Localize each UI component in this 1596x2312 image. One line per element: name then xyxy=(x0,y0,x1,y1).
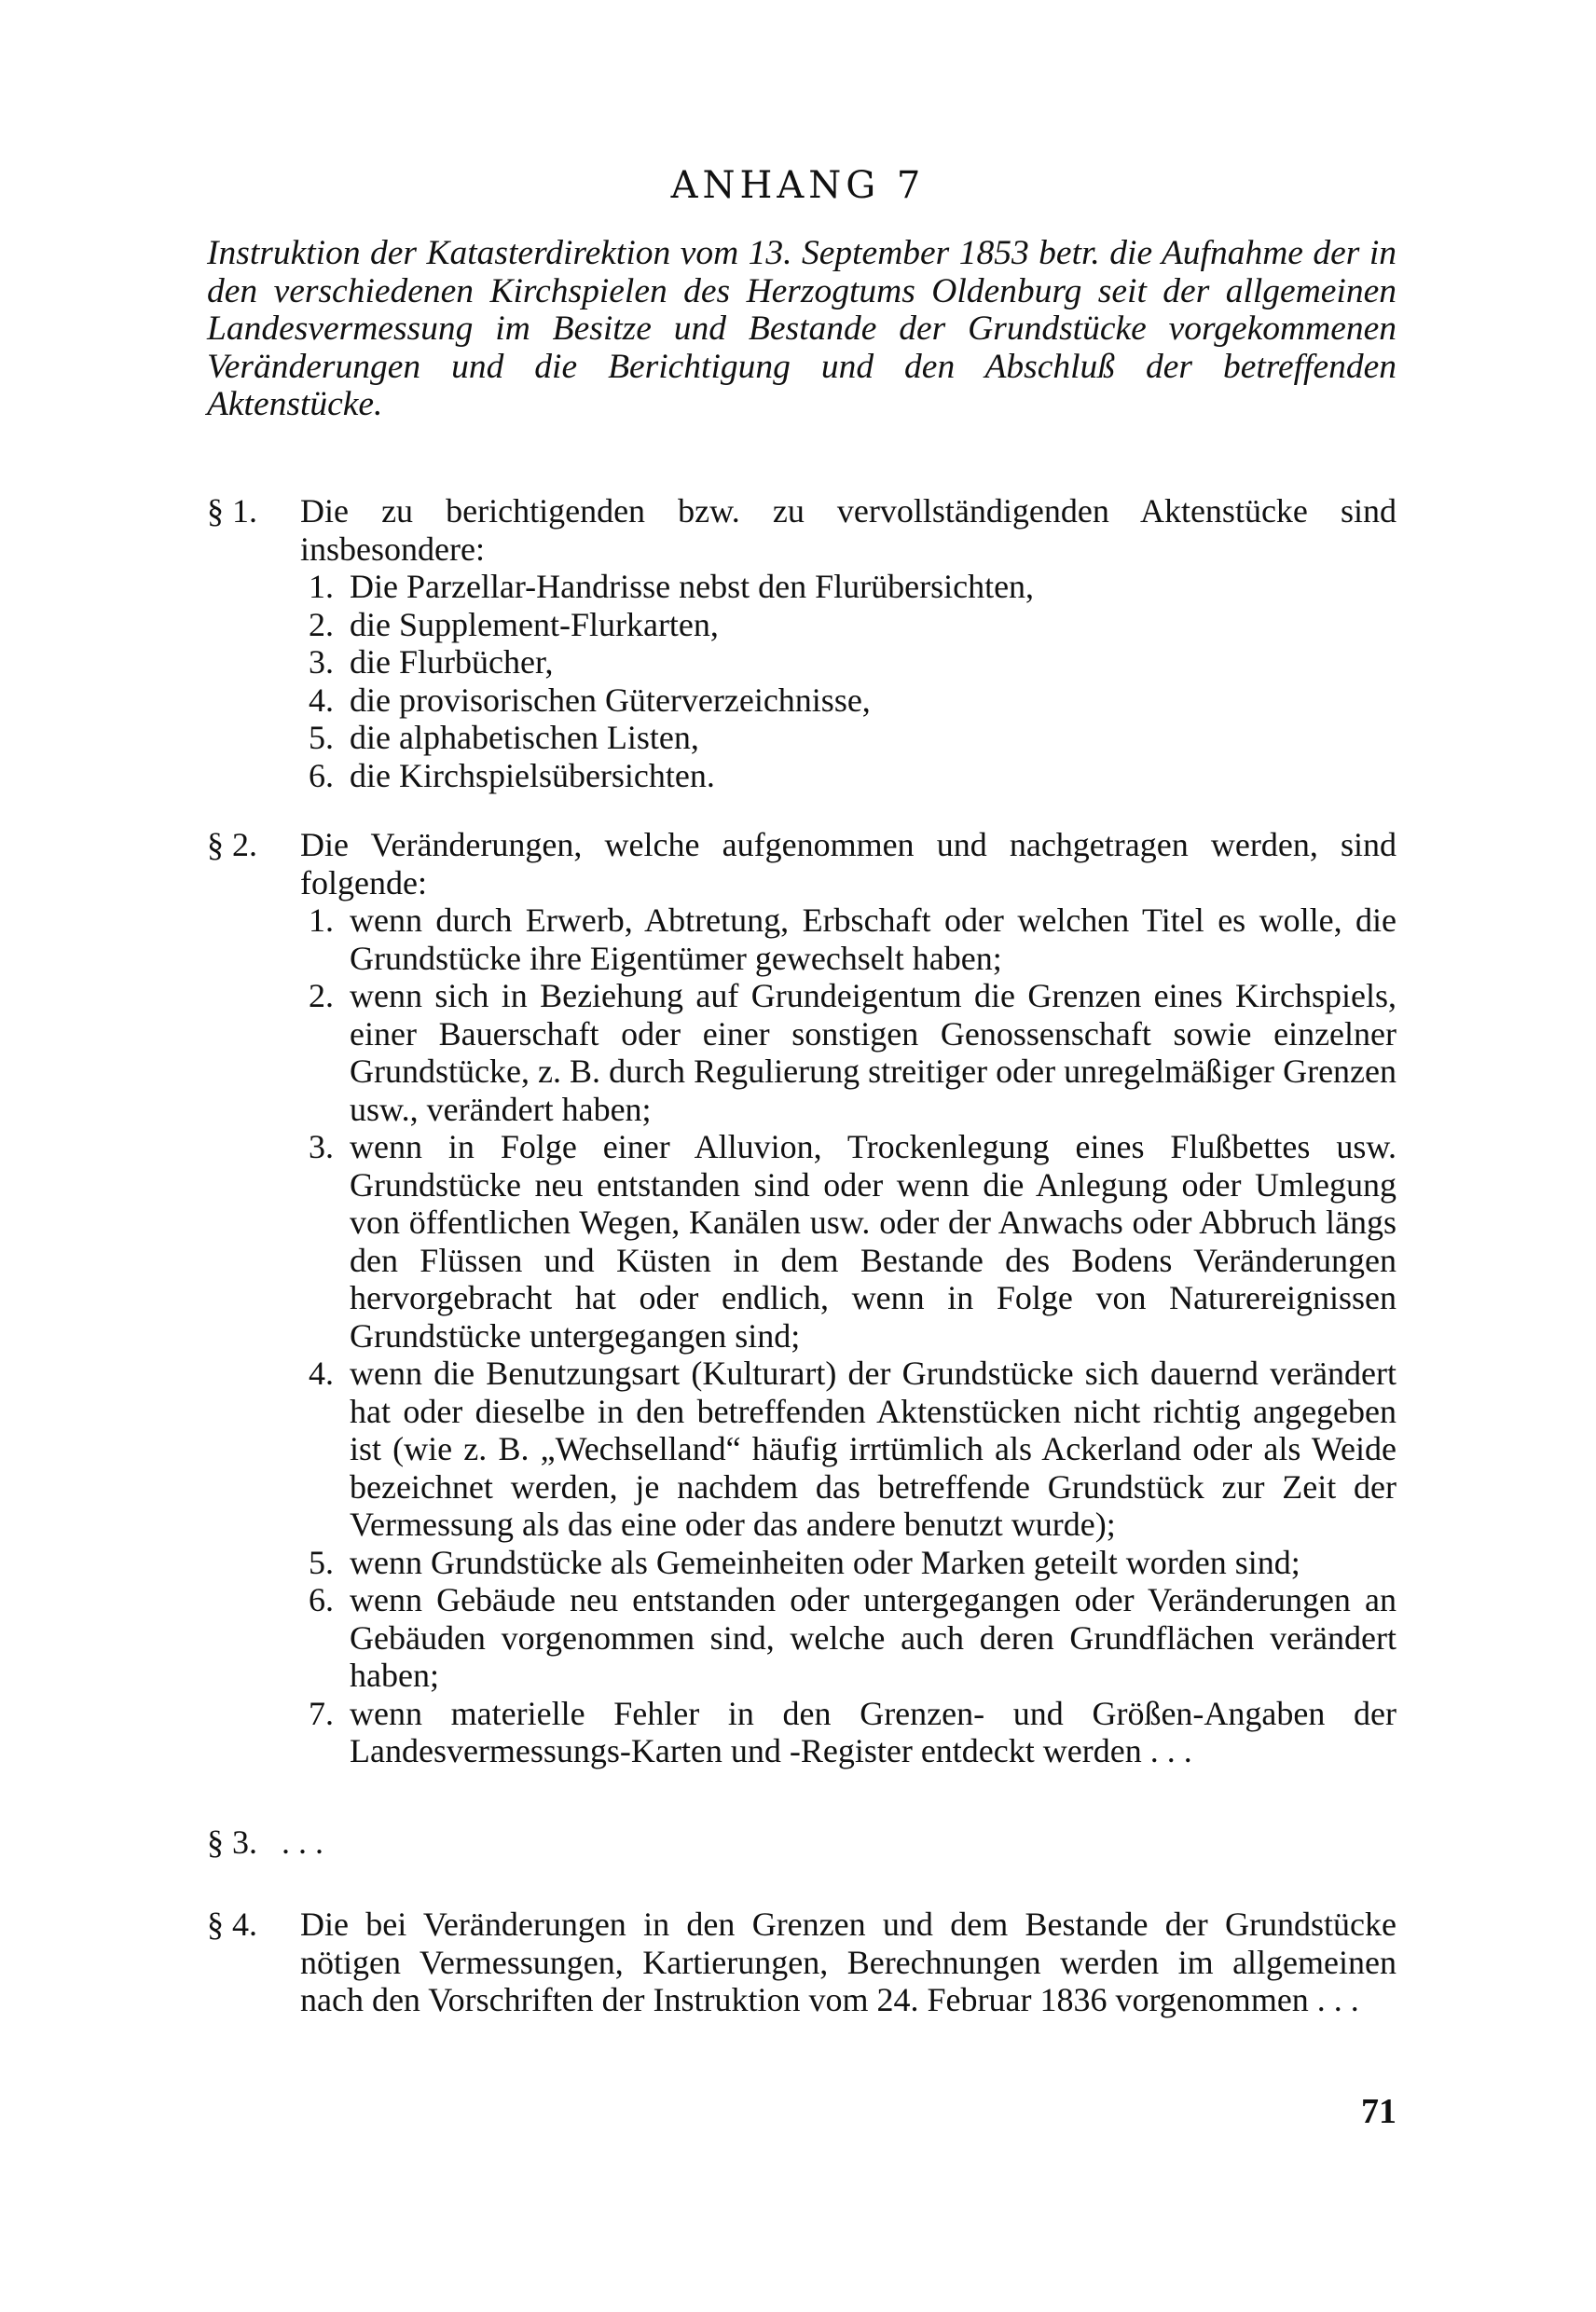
section-sign: § 3. xyxy=(207,1823,257,1861)
list-item xyxy=(207,606,1396,644)
list-item xyxy=(207,1355,1396,1544)
item-number: 4. xyxy=(309,681,334,719)
item-text: die provisorischen Güterverzeichnisse, xyxy=(350,681,871,719)
item-number: 7. xyxy=(309,1694,334,1732)
item-number: 6. xyxy=(309,1581,334,1618)
item-number: 4. xyxy=(309,1355,334,1392)
list-item xyxy=(207,1695,1396,1770)
list-item xyxy=(207,757,1396,795)
list-item xyxy=(207,1128,1396,1355)
intro-paragraph: Instruktion der Katasterdirektion vom 13. September 1853 betr. die Aufnahme der in den verschiedenen Kirchspielen des Herzogtums Oldenburg seit der allgemeinen Landesvermessung im Besitze und Bestande der Grundstücke vorgekommenen Veränderungen und die Berichtigung und den Abschluß der betreffenden Aktenstücke. xyxy=(207,234,1396,423)
list-item xyxy=(207,901,1396,977)
list-item xyxy=(207,681,1396,720)
item-text: wenn in Folge einer Alluvion, Trockenlegung eines Flußbettes usw. Grundstücke neu entstanden sind oder wenn die Anlegung oder Umlegung von öffentlichen Wegen, Kanälen usw. oder der Anwachs oder Abbruch längs den Flüssen und Küsten in dem Bestande des Bodens Veränderungen hervorgebracht hat oder endlich, wenn in Folge von Naturereignissen Grundstücke untergegangen sind; xyxy=(350,1128,1396,1355)
item-number: 5. xyxy=(309,1543,334,1581)
item-text: Die Parzellar-Handrisse nebst den Flurübersichten, xyxy=(350,568,1035,605)
list-item xyxy=(207,1581,1396,1695)
item-text: wenn die Benutzungsart (Kulturart) der Grundstücke sich dauernd verändert hat oder dieselbe in den betreffenden Aktenstücken nicht richtig angegeben ist (wie z. B. „Wechselland“ häufig irrtümlich als Ackerland oder als Weide bezeichnet werden, je nachdem das betreffende Grundstück zur Zeit der Vermessung als das eine oder das andere benutzt wurde); xyxy=(350,1355,1396,1543)
section-list xyxy=(207,901,1396,1770)
list-item xyxy=(207,568,1396,606)
section-lead: Die Veränderungen, welche aufgenommen und nachgetragen werden, sind folgende: xyxy=(300,826,1396,901)
item-number: 3. xyxy=(309,1128,334,1165)
item-number: 5. xyxy=(309,719,334,756)
item-number: 1. xyxy=(309,568,334,605)
item-number: 6. xyxy=(309,756,334,794)
section-lead: Die zu berichtigenden bzw. zu vervollständigenden Aktenstücke sind insbesondere: xyxy=(300,492,1396,568)
section-1 xyxy=(207,492,1396,794)
section-sign: § 2. xyxy=(207,826,257,863)
page-title: ANHANG 7 xyxy=(670,164,926,207)
section-sign: § 1. xyxy=(207,492,257,530)
item-text: wenn sich in Beziehung auf Grundeigentum die Grenzen eines Kirchspiels, einer Bauerschaft oder einer sonstigen Genossenschaft sowie einzelner Grundstücke, z. B. durch Regulierung streitiger oder unregelmäßiger Grenzen usw., verändert haben; xyxy=(350,977,1396,1128)
item-number: 2. xyxy=(309,605,334,643)
section-sign: § 4. xyxy=(207,1906,257,1943)
item-text: wenn Grundstücke als Gemeinheiten oder Marken geteilt worden sind; xyxy=(350,1543,1300,1581)
list-item xyxy=(207,977,1396,1128)
item-number: 2. xyxy=(309,977,334,1014)
item-text: wenn durch Erwerb, Abtretung, Erbschaft oder welchen Titel es wolle, die Grundstücke ihre Eigentümer gewechselt haben; xyxy=(350,901,1396,977)
section-3 xyxy=(207,1823,1396,1862)
list-item xyxy=(207,1544,1396,1582)
section-lead: . . . xyxy=(282,1823,323,1861)
item-text: die Flurbücher, xyxy=(350,643,554,681)
item-text: wenn materielle Fehler in den Grenzen- und Größen-Angaben der Landesvermessungs-Karten und -Register entdeckt werden . . . xyxy=(350,1694,1396,1769)
section-lead: Die bei Veränderungen in den Grenzen und dem Bestande der Grundstücke nötigen Vermessungen, Kartierungen, Berechnungen werden im allgemeinen nach den Vorschriften der Instruktion vom 24. Februar 1836 vorgenommen . . . xyxy=(300,1906,1396,2018)
item-text: die Supplement-Flurkarten, xyxy=(350,605,719,643)
item-text: die Kirchspielsübersichten. xyxy=(350,756,715,794)
list-item xyxy=(207,643,1396,681)
item-text: die alphabetischen Listen, xyxy=(350,719,699,756)
item-text: wenn Gebäude neu entstanden oder untergegangen oder Veränderungen an Gebäuden vorgenommen sind, welche auch deren Grundflächen verändert haben; xyxy=(350,1581,1396,1694)
page-number: 71 xyxy=(1361,2092,1396,2131)
item-number: 3. xyxy=(309,643,334,681)
item-number: 1. xyxy=(309,901,334,939)
section-2 xyxy=(207,826,1396,1770)
section-list xyxy=(207,568,1396,794)
section-4 xyxy=(207,1906,1396,2019)
list-item xyxy=(207,719,1396,757)
